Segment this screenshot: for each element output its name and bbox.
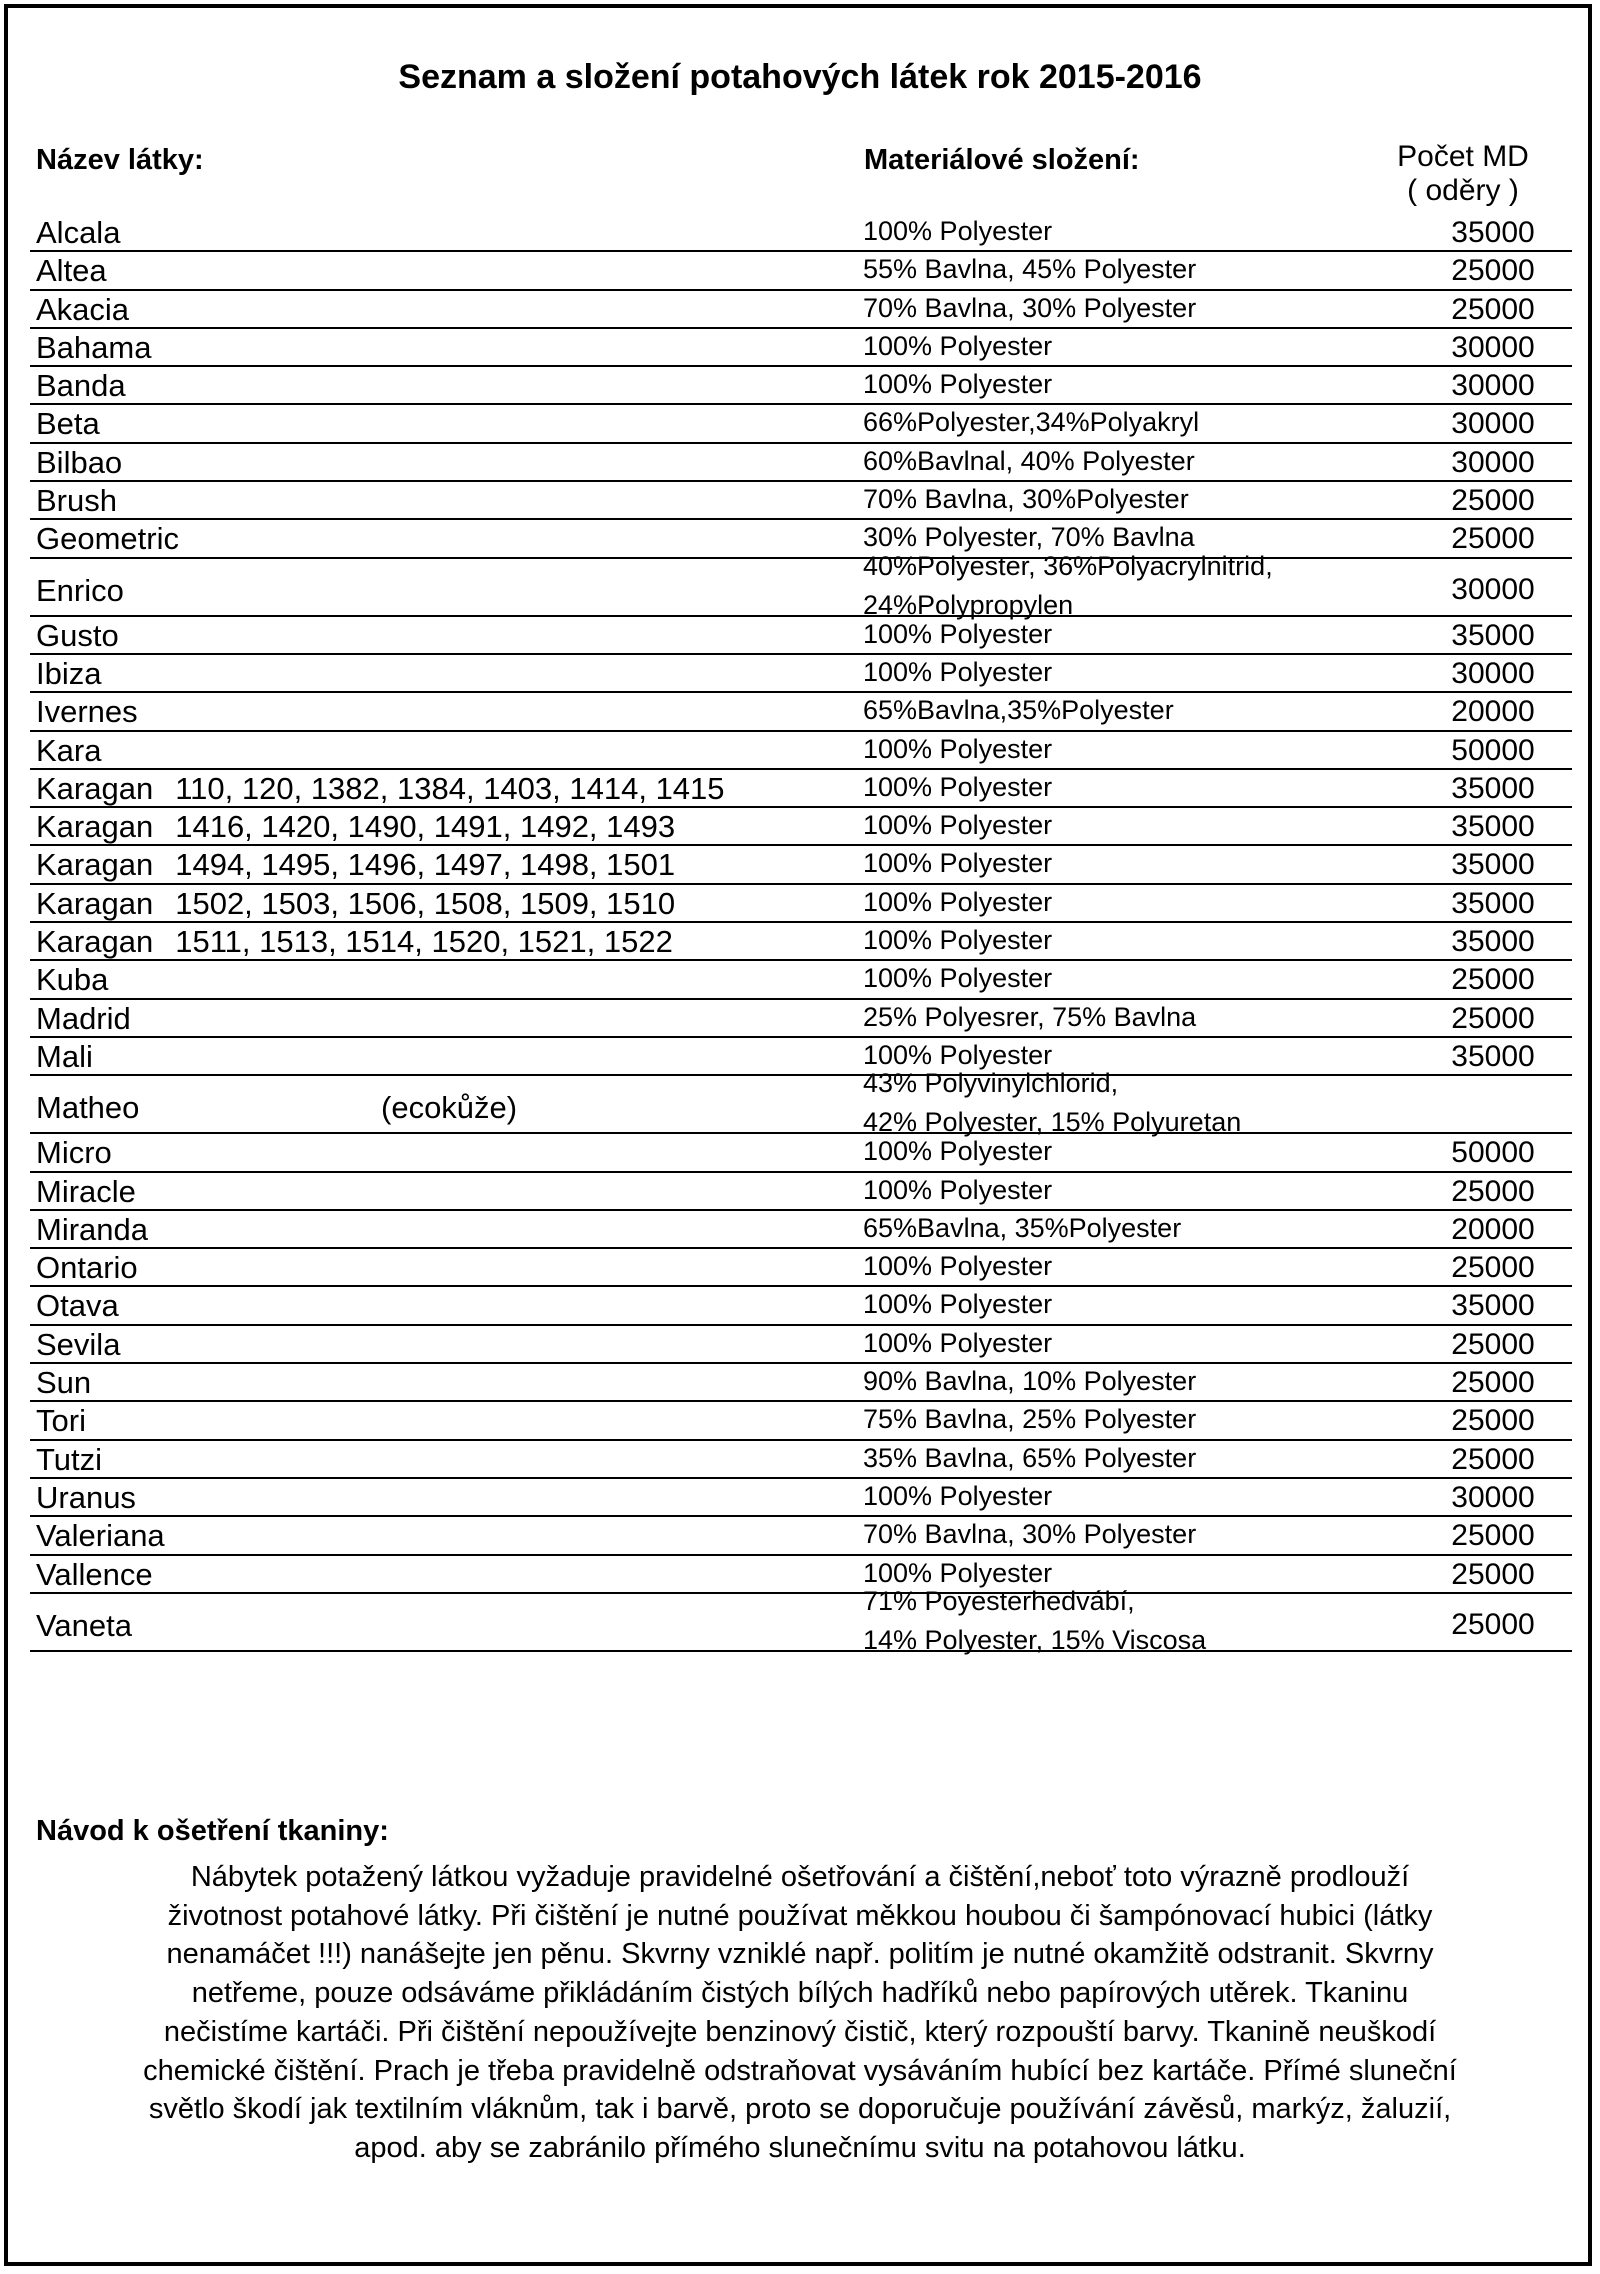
- fabric-name: [36, 521, 179, 557]
- fabric-name-label: Miranda: [36, 1211, 148, 1247]
- fabric-name-label: Karagan: [36, 809, 154, 845]
- fabric-name: [36, 1039, 93, 1075]
- material-composition: [863, 1285, 1052, 1324]
- material-line: 30% Polyester, 70% Bavlna: [863, 522, 1195, 553]
- fabric-codes: 1502, 1503, 1506, 1508, 1509, 1510: [175, 885, 676, 921]
- material-composition: [863, 844, 1052, 883]
- abrasion-count: 35000: [1451, 771, 1535, 805]
- material-line: 25% Polyesrer, 75% Bavlna: [863, 1001, 1197, 1032]
- fabric-name: [36, 1001, 131, 1037]
- material-line: 55% Bavlna, 45% Polyester: [863, 254, 1197, 285]
- material-composition: [863, 1064, 1241, 1142]
- fabric-name-label: Madrid: [36, 1000, 131, 1036]
- material-line: 100% Polyester: [863, 771, 1053, 802]
- material-line: 100% Polyester: [863, 1480, 1053, 1511]
- fabric-name-label: Tutzi: [36, 1441, 103, 1477]
- abrasion-count: 25000: [1451, 254, 1535, 288]
- material-line: 100% Polyester: [863, 848, 1053, 879]
- care-line: světlo škodí jak textilním vláknům, tak i barvě, proto se doporučuje používání závěsů, markýz, žaluzií,: [148, 2093, 1452, 2126]
- fabric-name: [36, 1288, 119, 1324]
- fabric-name-label: Valeriana: [36, 1518, 165, 1554]
- material-line: 100% Polyester: [863, 1174, 1053, 1205]
- fabric-name-label: Enrico: [36, 572, 124, 608]
- abrasion-count: 35000: [1451, 1039, 1535, 1073]
- material-composition: [863, 1209, 1181, 1248]
- material-line: 100% Polyester: [863, 963, 1053, 994]
- fabric-name-label: Ontario: [36, 1250, 138, 1286]
- fabric-name-label: Gusto: [36, 617, 119, 653]
- care-text: [10, 1858, 1590, 2168]
- header-count-line2: ( oděry ): [1407, 174, 1519, 207]
- fabric-name: [36, 215, 120, 251]
- material-composition: [863, 327, 1052, 366]
- table-row: [30, 1211, 1572, 1249]
- abrasion-count: 25000: [1451, 1366, 1535, 1400]
- fabric-name: [36, 1480, 136, 1516]
- table-row: [30, 520, 1572, 558]
- care-line: životnost potahové látky. Při čištění je nutné používat měkkou houbou či šampónovací hubici (látky: [167, 1899, 1433, 1932]
- table-row: [30, 252, 1572, 290]
- fabric-name-label: Karagan: [36, 847, 154, 883]
- fabric-name-label: Beta: [36, 406, 100, 442]
- abrasion-count: 25000: [1451, 522, 1535, 556]
- abrasion-count: 30000: [1451, 1480, 1535, 1514]
- table-row: [30, 961, 1572, 999]
- fabric-name: [36, 618, 119, 654]
- material-composition: [863, 1582, 1206, 1660]
- material-line: 100% Polyester: [863, 618, 1053, 649]
- material-composition: [863, 998, 1196, 1037]
- fabric-name: [36, 771, 725, 807]
- fabric-name-label: Bilbao: [36, 444, 123, 480]
- material-line: 100% Polyester: [863, 1289, 1053, 1320]
- abrasion-count: 20000: [1451, 1212, 1535, 1246]
- fabric-table: [30, 214, 1572, 1655]
- material-composition: [863, 442, 1195, 481]
- fabric-name-label: Brush: [36, 483, 117, 519]
- fabric-codes: 1511, 1513, 1514, 1520, 1521, 1522: [175, 924, 673, 960]
- fabric-name: [36, 1403, 86, 1439]
- material-line: 70% Bavlna, 30%Polyester: [863, 484, 1189, 515]
- material-line: 100% Polyester: [863, 733, 1053, 764]
- material-line: 60%Bavlnal, 40% Polyester: [863, 445, 1195, 476]
- fabric-name-label: Sun: [36, 1365, 92, 1401]
- abrasion-count: 35000: [1451, 810, 1535, 844]
- fabric-name: [36, 406, 100, 442]
- fabric-name: [36, 847, 675, 883]
- table-row: [30, 1249, 1572, 1287]
- table-row: [30, 1038, 1572, 1076]
- material-line: 65%Bavlna,35%Polyester: [863, 695, 1174, 726]
- fabric-name: [36, 1250, 138, 1286]
- abrasion-count: 25000: [1451, 1442, 1535, 1476]
- material-composition: [863, 1362, 1196, 1401]
- abrasion-count: 25000: [1451, 1251, 1535, 1285]
- table-row: [30, 1556, 1572, 1594]
- abrasion-count: 25000: [1451, 1557, 1535, 1591]
- fabric-name-label: Micro: [36, 1135, 112, 1171]
- header-material: Materiálové složení:: [864, 144, 1140, 176]
- abrasion-count: 35000: [1451, 1289, 1535, 1323]
- table-row: [30, 1402, 1572, 1440]
- fabric-name-label: Karagan: [36, 885, 154, 921]
- table-row: [30, 367, 1572, 405]
- abrasion-count: 30000: [1451, 330, 1535, 364]
- material-line: 24%Polypropylen: [863, 589, 1074, 620]
- fabric-name-label: Tori: [36, 1403, 86, 1439]
- material-line: 100% Polyester: [863, 656, 1053, 687]
- care-line: chemické čištění. Prach je třeba pravidelně odstraňovat vysáváním hubící bez kartáče. Přímé sluneční: [143, 2054, 1457, 2087]
- table-row: [30, 405, 1572, 443]
- fabric-name-label: Geometric: [36, 521, 179, 557]
- fabric-name-label: Vaneta: [36, 1607, 132, 1643]
- table-row: [30, 444, 1572, 482]
- fabric-name: [36, 656, 101, 692]
- fabric-name: [36, 1327, 120, 1363]
- material-line: 100% Polyester: [863, 1557, 1053, 1588]
- table-row: [30, 550, 1572, 620]
- abrasion-count: 25000: [1451, 484, 1535, 518]
- abrasion-count: 25000: [1451, 1327, 1535, 1361]
- material-composition: [863, 691, 1174, 730]
- table-row: [30, 1000, 1572, 1038]
- abrasion-count: 30000: [1451, 407, 1535, 441]
- table-row: [30, 1068, 1572, 1138]
- fabric-name-label: Alcala: [36, 215, 121, 250]
- table-row: [30, 846, 1572, 884]
- material-line: 66%Polyester,34%Polyakryl: [863, 407, 1200, 438]
- header-count: [1378, 140, 1548, 208]
- material-line: 65%Bavlna, 35%Polyester: [863, 1212, 1182, 1243]
- abrasion-count: 25000: [1451, 292, 1535, 326]
- table-row: [30, 808, 1572, 846]
- fabric-name: [36, 1365, 91, 1401]
- care-line: nenamáčet !!!) nanášejte jen pěnu. Skvrny vzniklé např. politím je nutné okamžitě odstranit. Skvrny: [166, 1938, 1434, 1971]
- material-line: 100% Polyester: [863, 925, 1053, 956]
- material-line: 100% Polyester: [863, 886, 1053, 917]
- fabric-name: [36, 809, 675, 845]
- table-row: [30, 1134, 1572, 1172]
- abrasion-count: 50000: [1451, 1136, 1535, 1170]
- material-composition: [863, 959, 1052, 998]
- fabric-name: [36, 733, 101, 769]
- material-line: 100% Polyester: [863, 216, 1053, 246]
- header-name: Název látky:: [36, 144, 204, 176]
- fabric-name-label: Akacia: [36, 291, 130, 327]
- fabric-name: [36, 1518, 165, 1554]
- material-composition: [863, 615, 1052, 654]
- fabric-name-label: Vallence: [36, 1556, 153, 1592]
- abrasion-count: 50000: [1451, 733, 1535, 767]
- material-line: 35% Bavlna, 65% Polyester: [863, 1442, 1197, 1473]
- abrasion-count: 35000: [1451, 618, 1535, 652]
- fabric-name-label: Ivernes: [36, 694, 138, 730]
- material-composition: [863, 883, 1052, 922]
- care-title: Návod k ošetření tkaniny:: [36, 1815, 389, 1847]
- material-composition: [863, 1132, 1052, 1171]
- material-composition: [863, 1324, 1052, 1363]
- material-composition: [863, 806, 1052, 845]
- fabric-name-label: Karagan: [36, 924, 154, 960]
- material-composition: [863, 480, 1189, 519]
- table-row: [30, 770, 1572, 808]
- material-composition: [863, 1439, 1196, 1478]
- fabric-codes: 1416, 1420, 1490, 1491, 1492, 1493: [175, 809, 676, 845]
- abrasion-count: 35000: [1451, 925, 1535, 959]
- material-composition: [863, 250, 1196, 289]
- fabric-name-label: Sevila: [36, 1326, 121, 1362]
- table-row: [30, 1479, 1572, 1517]
- table-row: [30, 1287, 1572, 1325]
- fabric-name-label: Ibiza: [36, 655, 102, 691]
- abrasion-count: 30000: [1451, 369, 1535, 403]
- material-line: 70% Bavlna, 30% Polyester: [863, 292, 1197, 323]
- fabric-name: [36, 1090, 518, 1126]
- fabric-name: [36, 1608, 132, 1644]
- table-row: [30, 1585, 1572, 1655]
- material-composition: [863, 768, 1052, 807]
- material-line: 100% Polyester: [863, 1251, 1053, 1282]
- table-row: [30, 482, 1572, 520]
- fabric-name-label: Miracle: [36, 1173, 136, 1209]
- material-line: 100% Polyester: [863, 1039, 1053, 1070]
- fabric-note: (ecokůže): [381, 1090, 518, 1126]
- fabric-name: [36, 1135, 112, 1171]
- abrasion-count: 25000: [1451, 963, 1535, 997]
- header-count-line1: Počet MD: [1397, 140, 1529, 173]
- table-row: [30, 214, 1572, 252]
- abrasion-count: 35000: [1451, 216, 1535, 249]
- table-row: [30, 617, 1572, 655]
- material-composition: [863, 1247, 1052, 1286]
- material-line: 14% Polyester, 15% Viscosa: [863, 1624, 1207, 1655]
- material-composition: [863, 730, 1052, 769]
- fabric-name: [36, 694, 138, 730]
- care-line: netřeme, pouze odsáváme přikládáním čistých bílých hadříků nebo papírových utěrek. Tkaninu: [191, 1977, 1409, 2010]
- material-composition: [863, 1171, 1052, 1210]
- care-line: nečistíme kartáči. Při čištění nepoužívejte benzinový čistič, který rozpouští barvy. Tkanině neuškodí: [163, 2015, 1437, 2048]
- care-line: Nábytek potažený látkou vyžaduje pravidelné ošetřování a čištění,neboť toto výrazně prodlouží: [190, 1861, 1410, 1893]
- abrasion-count: 25000: [1451, 1607, 1535, 1641]
- fabric-name-label: Kara: [36, 732, 102, 768]
- material-line: 70% Bavlna, 30% Polyester: [863, 1519, 1197, 1550]
- fabric-name: [36, 886, 675, 922]
- fabric-name: [36, 292, 129, 328]
- material-composition: [863, 921, 1052, 960]
- fabric-name: [36, 368, 126, 404]
- material-composition: [863, 1477, 1052, 1516]
- fabric-name-label: Uranus: [36, 1479, 136, 1515]
- fabric-name-label: Bahama: [36, 329, 152, 365]
- abrasion-count: 35000: [1451, 848, 1535, 882]
- table-row: [30, 885, 1572, 923]
- material-composition: [863, 212, 1052, 251]
- fabric-name: [36, 483, 117, 519]
- material-line: 100% Polyester: [863, 330, 1053, 361]
- material-line: 71% Poyesterhedvábí,: [863, 1585, 1135, 1616]
- fabric-name-label: Matheo: [36, 1090, 140, 1126]
- table-row: [30, 655, 1572, 693]
- fabric-codes: 1494, 1495, 1496, 1497, 1498, 1501: [175, 847, 676, 883]
- table-row: [30, 693, 1572, 731]
- fabric-name-label: Otava: [36, 1288, 119, 1324]
- material-composition: [863, 1515, 1196, 1554]
- fabric-name: [36, 1557, 153, 1593]
- abrasion-count: 25000: [1451, 1174, 1535, 1208]
- fabric-name: [36, 253, 107, 289]
- fabric-name: [36, 1442, 102, 1478]
- material-line: 100% Polyester: [863, 810, 1053, 841]
- fabric-name: [36, 573, 124, 609]
- table-row: [30, 1173, 1572, 1211]
- fabric-name: [36, 330, 151, 366]
- fabric-name: [36, 924, 673, 960]
- fabric-name-label: Kuba: [36, 962, 109, 998]
- material-line: 43% Polyvinylchlorid,: [863, 1068, 1119, 1099]
- material-line: 42% Polyester, 15% Polyuretan: [863, 1107, 1242, 1138]
- material-line: 75% Bavlna, 25% Polyester: [863, 1404, 1197, 1435]
- abrasion-count: 30000: [1451, 656, 1535, 690]
- material-line: 90% Bavlna, 10% Polyester: [863, 1366, 1197, 1397]
- table-row: [30, 1517, 1572, 1555]
- fabric-name-label: Banda: [36, 368, 126, 404]
- fabric-name: [36, 1212, 148, 1248]
- page-title: Seznam a složení potahových látek rok 2015-2016: [398, 58, 1202, 96]
- fabric-codes: 110, 120, 1382, 1384, 1403, 1414, 1415: [175, 770, 725, 806]
- material-composition: [863, 289, 1196, 328]
- table-row: [30, 1364, 1572, 1402]
- material-line: 40%Polyester, 36%Polyacrylnitrid,: [863, 550, 1273, 581]
- table-row: [30, 1441, 1572, 1479]
- abrasion-count: 25000: [1451, 1519, 1535, 1553]
- material-composition: [863, 547, 1273, 625]
- fabric-name-label: Altea: [36, 253, 107, 289]
- fabric-name: [36, 1174, 136, 1210]
- table-row: [30, 732, 1572, 770]
- material-line: 100% Polyester: [863, 1136, 1053, 1167]
- abrasion-count: 30000: [1451, 445, 1535, 479]
- material-composition: [863, 1400, 1196, 1439]
- material-composition: [863, 403, 1199, 442]
- fabric-name-label: Karagan: [36, 770, 154, 806]
- fabric-name-label: Mali: [36, 1038, 93, 1074]
- table-row: [30, 291, 1572, 329]
- material-line: 100% Polyester: [863, 1327, 1053, 1358]
- abrasion-count: 25000: [1451, 1404, 1535, 1438]
- fabric-name: [36, 962, 108, 998]
- care-line: apod. aby se zabránilo přímého slunečnímu svitu na potahovou látku.: [354, 2131, 1246, 2164]
- table-row: [30, 1326, 1572, 1364]
- material-composition: [863, 653, 1052, 692]
- abrasion-count: 20000: [1451, 695, 1535, 729]
- abrasion-count: 35000: [1451, 886, 1535, 920]
- table-row: [30, 923, 1572, 961]
- material-line: 100% Polyester: [863, 369, 1053, 400]
- abrasion-count: 25000: [1451, 1001, 1535, 1035]
- material-composition: [863, 365, 1052, 404]
- abrasion-count: 30000: [1451, 572, 1535, 606]
- fabric-name: [36, 445, 122, 481]
- table-row: [30, 329, 1572, 367]
